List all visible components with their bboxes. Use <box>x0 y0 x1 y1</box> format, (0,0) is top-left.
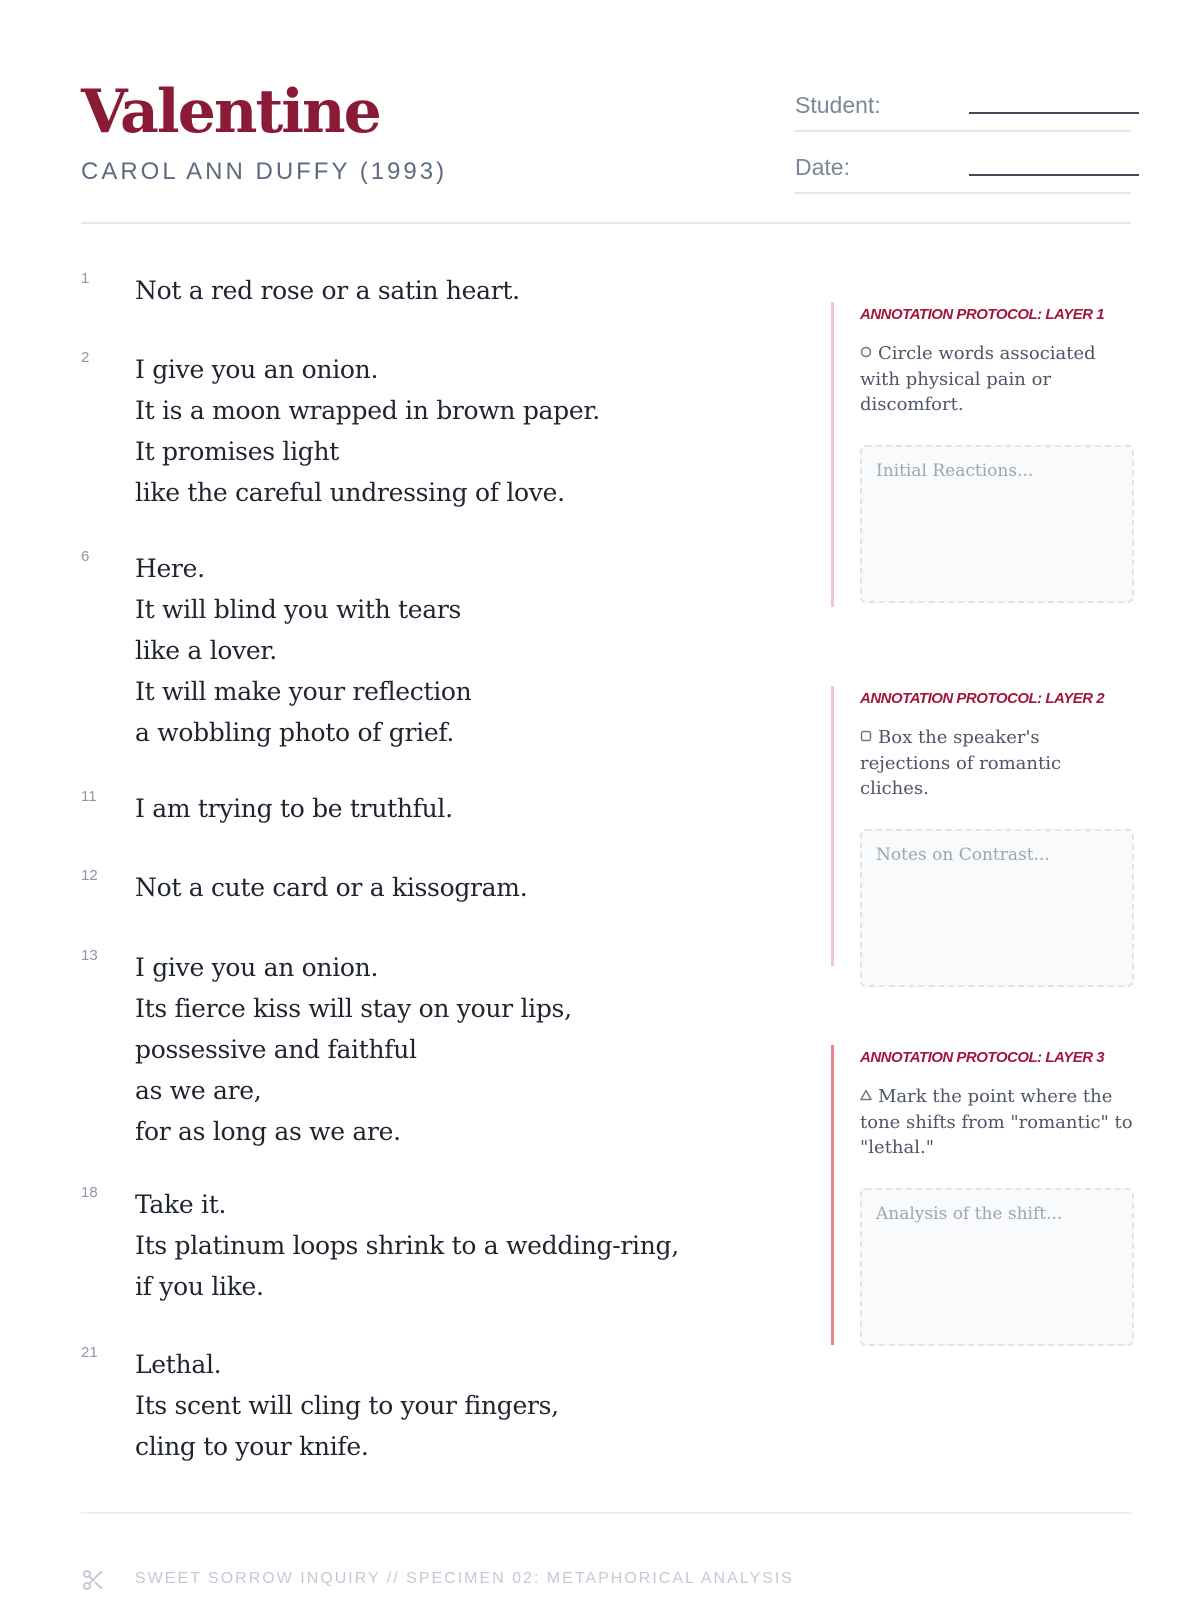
date-blank[interactable] <box>969 154 1139 176</box>
worksheet-footer <box>81 1512 1131 1587</box>
annotation-layer-1 <box>831 302 1131 607</box>
circle-icon <box>860 342 872 367</box>
verse-line: cling to your knife. <box>135 1432 369 1461</box>
verse-line: It is a moon wrapped in brown paper. <box>135 396 600 425</box>
verse-line: like a lover. <box>135 636 277 665</box>
footer-text: SWEET SORROW INQUIRY // SPECIMEN 02: METAPHORICAL ANALYSIS <box>135 1570 794 1587</box>
verse-line: for as long as we are. <box>135 1117 401 1146</box>
verse-line: possessive and faithful <box>135 1035 417 1064</box>
verse-line: Lethal. <box>135 1350 222 1379</box>
line-number: 2 <box>81 349 90 366</box>
verse-line: I am trying to be truthful. <box>135 794 453 823</box>
worksheet-header <box>81 77 1131 224</box>
annotation-instruction-text: Mark the point where the tone shifts from "romantic" to "lethal." <box>860 1086 1133 1158</box>
verse-line: It will make your reflection <box>135 677 472 706</box>
annotation-instruction-text: Circle words associated with physical pain or discomfort. <box>860 343 1096 415</box>
line-number: 6 <box>81 548 90 565</box>
verse-line: It promises light <box>135 437 340 466</box>
scissors-icon <box>81 1568 105 1597</box>
initial-reactions-box[interactable]: Initial Reactions... <box>860 445 1134 603</box>
verse-line: like the careful undressing of love. <box>135 478 565 507</box>
notes-on-contrast-box[interactable]: Notes on Contrast... <box>860 829 1134 987</box>
verse-line: Its scent will cling to your fingers, <box>135 1391 559 1420</box>
verse-line: a wobbling photo of grief. <box>135 718 455 747</box>
verse-line: I give you an onion. <box>135 355 379 384</box>
annotation-instruction <box>860 725 1134 801</box>
student-blank[interactable] <box>969 92 1139 114</box>
verse-line: Its fierce kiss will stay on your lips, <box>135 994 572 1023</box>
student-label: Student: <box>795 92 881 118</box>
annotation-layer-3 <box>831 1045 1131 1345</box>
date-field[interactable] <box>795 152 1131 194</box>
verse-line: Its platinum loops shrink to a wedding-ring, <box>135 1231 679 1260</box>
square-icon <box>860 726 872 751</box>
annotation-heading: ANNOTATION PROTOCOL: LAYER 3 <box>860 1049 1105 1066</box>
student-field[interactable] <box>795 90 1131 132</box>
verse-line: Not a red rose or a satin heart. <box>135 276 520 305</box>
annotation-layer-2 <box>831 686 1131 966</box>
verse-line: It will blind you with tears <box>135 595 462 624</box>
annotation-instruction <box>860 1084 1134 1160</box>
date-label: Date: <box>795 154 850 180</box>
triangle-icon <box>860 1085 872 1110</box>
verse-line: Here. <box>135 554 205 583</box>
line-number: 12 <box>81 867 98 884</box>
analysis-of-shift-box[interactable]: Analysis of the shift... <box>860 1188 1134 1346</box>
line-number: 1 <box>81 270 90 287</box>
annotation-instruction <box>860 341 1134 417</box>
verse-line: I give you an onion. <box>135 953 379 982</box>
line-number: 21 <box>81 1344 98 1361</box>
verse-line: Not a cute card or a kissogram. <box>135 873 528 902</box>
line-number: 18 <box>81 1184 98 1201</box>
poem-author: CAROL ANN DUFFY (1993) <box>81 158 448 185</box>
verse-line: as we are, <box>135 1076 262 1105</box>
verse-line: if you like. <box>135 1272 264 1301</box>
annotation-instruction-text: Box the speaker's rejections of romantic cliches. <box>860 727 1062 799</box>
line-number: 11 <box>81 788 97 805</box>
annotation-heading: ANNOTATION PROTOCOL: LAYER 1 <box>860 306 1105 323</box>
verse-line: Take it. <box>135 1190 227 1219</box>
annotation-heading: ANNOTATION PROTOCOL: LAYER 2 <box>860 690 1105 707</box>
line-number: 13 <box>81 947 98 964</box>
worksheet-page <box>81 0 1131 1600</box>
poem-title: Valentine <box>81 77 380 147</box>
